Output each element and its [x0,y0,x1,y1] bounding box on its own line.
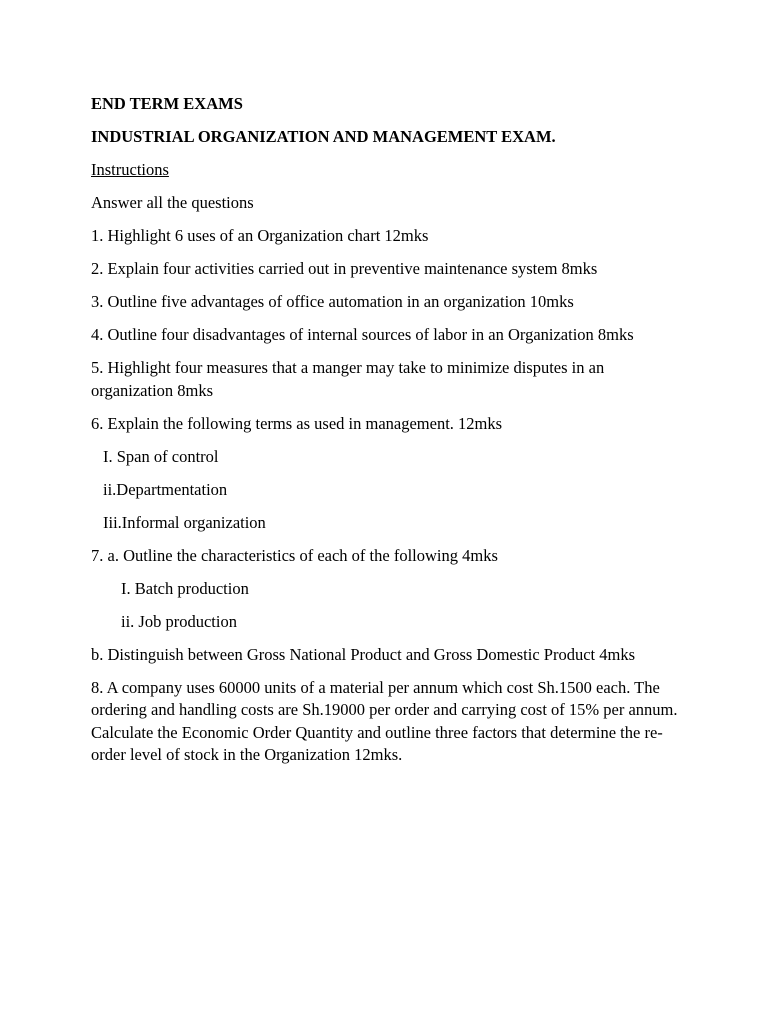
question-6-item-iii: Iii.Informal organization [103,512,266,532]
question-8: 8. A company uses 60000 units of a material per annum which cost Sh.1500 each. The ordering and handling costs are Sh.19000 per order and carrying cost of 15% per annum. Calculate the Economic Order Quantity and outline three factors that determine the re-order level of stock in the Organization 12mks. [91,677,678,764]
question-7a-item-i: I. Batch production [121,578,249,598]
question-6: 6. Explain the following terms as used in management. 12mks [91,413,503,433]
document-body [91,93,691,777]
question-5: 5. Highlight four measures that a manger may take to minimize disputes in an organization 8mks [91,358,605,400]
question-4: 4. Outline four disadvantages of internal sources of labor in an Organization 8mks [91,325,634,344]
instructions-label: Instructions [91,160,169,179]
exam-title: INDUSTRIAL ORGANIZATION AND MANAGEMENT EXAM. [91,127,556,146]
question-6-item-i: I. Span of control [103,446,219,466]
question-7a-item-ii: ii. Job production [121,611,237,631]
exam-heading: END TERM EXAMS [91,94,243,113]
question-7a: 7. a. Outline the characteristics of each of the following 4mks [91,545,498,565]
question-7b: b. Distinguish between Gross National Product and Gross Domestic Product 4mks [91,644,635,664]
question-6-item-ii: ii.Departmentation [103,479,228,499]
instruction-text: Answer all the questions [91,193,254,212]
question-3: 3. Outline five advantages of office automation in an organization 10mks [91,292,574,311]
question-1: 1. Highlight 6 uses of an Organization chart 12mks [91,226,429,245]
question-2: 2. Explain four activities carried out in preventive maintenance system 8mks [91,259,598,278]
